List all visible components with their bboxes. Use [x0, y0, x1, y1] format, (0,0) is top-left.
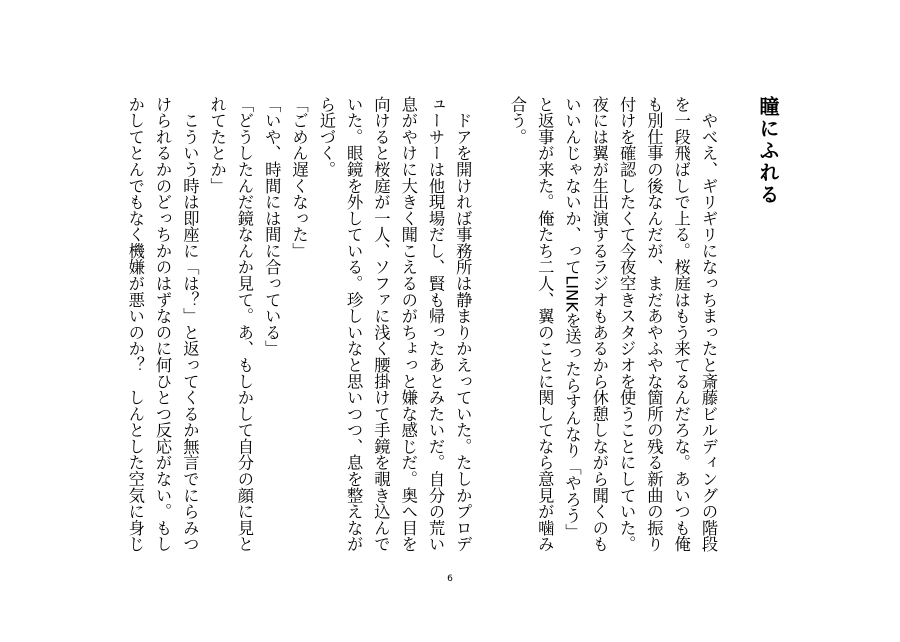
text-line: 合う。: [507, 96, 527, 145]
text-line: も別仕事の後なんだが、まだあやふやな箇所の残る新曲の振り: [644, 96, 664, 553]
text-line: けられるかのどっちかのはずなのに何ひとつ反応がない。もし: [153, 96, 173, 553]
chapter-title: 瞳にふれる: [756, 96, 780, 206]
text-line: ドアを開ければ事務所は静まりかえっていた。たしかプロデ: [453, 96, 473, 553]
text-line: れてたとか」: [207, 96, 227, 194]
page-number: 6: [447, 574, 453, 584]
text-line: やべえ、ギリギリになっちまったと斎藤ビルディングの階段: [699, 96, 718, 553]
text-line: いた。眼鏡を外している。珍しいなと思いつつ、息を整えなが: [344, 96, 364, 553]
text-line: 「いや、時間には間に合っている」: [262, 96, 282, 357]
text-line: ら近づく。: [316, 96, 336, 178]
body-text: [96, 96, 722, 560]
text-line: 「どうしたんだ鏡なんか見て。あ、もしかして自分の顔に見と: [234, 96, 254, 553]
text-line: 付けを確認したくて今夜空きスタジオを使うことにしていた。: [617, 96, 637, 553]
text-line: と返事が来た。俺たち二人、翼のことに関してなら意見が噛み: [535, 96, 555, 553]
text-line: を一段飛ばしで上る。桜庭はもう来てるんだろな。あいつも俺: [671, 96, 691, 553]
text-line: 「ごめん遅くなった」: [289, 96, 309, 259]
text-line: 息がやけに大きく聞こえるのがちょっと嫌な感じだ。奥へ目を: [398, 96, 418, 553]
text-line: 向けると桜庭が一人、ソファに浅く腰掛けて手鏡を覗き込んで: [371, 96, 391, 553]
text-line: 夜には翼が生出演するラジオもあるから休憩しながら聞くのも: [589, 96, 609, 553]
text-line: こういう時は即座に「は？」と返ってくるか無言でにらみつ: [180, 96, 200, 553]
paragraph-break: [476, 96, 503, 560]
text-line: いいんじゃないか、ってLINKを送ったらすんなり「やろう」: [562, 96, 582, 540]
text-line: かしてとんでもなく機嫌が悪いのか？ しんとした空気に身じ: [125, 96, 145, 553]
text-line: ューサーは他現場だし、賢も帰ったあとみたいだ。自分の荒い: [426, 96, 446, 553]
